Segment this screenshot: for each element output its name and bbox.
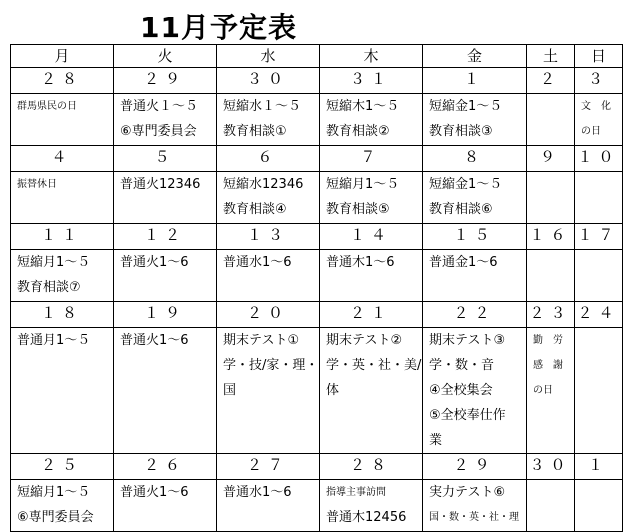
schedule-cell: [114, 172, 217, 224]
schedule-entry: 期末テスト②: [326, 333, 403, 348]
schedule-entry: [575, 328, 622, 353]
schedule-entry: 国・数・英・社・理: [429, 512, 519, 523]
schedule-entry: [527, 250, 574, 275]
schedule-entry: 業: [429, 433, 443, 448]
content-row: [11, 480, 623, 532]
schedule-entry: 短縮水12346: [223, 177, 304, 192]
date-cell: ６: [217, 146, 320, 172]
date-cell: ２１: [320, 302, 423, 328]
schedule-entry: の日: [533, 385, 553, 396]
schedule-entry: 普通火1～6: [120, 255, 189, 270]
schedule-entry: 教育相談⑦: [17, 280, 81, 295]
schedule-entry: 短縮月1～５: [326, 177, 400, 192]
schedule-entry: 教育相談③: [429, 124, 493, 139]
schedule-cell: [575, 172, 623, 224]
schedule-cell: [320, 250, 423, 302]
schedule-cell: [11, 328, 114, 454]
date-cell: １６: [527, 224, 575, 250]
schedule-cell: [423, 172, 527, 224]
schedule-entry: 短縮木1～５: [326, 99, 400, 114]
schedule-entry: 教育相談②: [326, 124, 390, 139]
schedule-entry: 体: [326, 383, 340, 398]
schedule-entry: 短縮水１～５: [223, 99, 302, 114]
date-row: [11, 68, 623, 94]
schedule-cell: [527, 328, 575, 454]
schedule-entry: 期末テスト③: [429, 333, 506, 348]
date-cell: ９: [527, 146, 575, 172]
schedule-entry: の日: [581, 126, 601, 137]
schedule-entry: [527, 94, 574, 119]
schedule-entry: 期末テスト①: [223, 333, 300, 348]
schedule-entry: 普通木1～6: [326, 255, 395, 270]
schedule-entry: 指導主事訪問: [326, 487, 386, 498]
schedule-cell: [527, 250, 575, 302]
schedule-cell: [527, 94, 575, 146]
schedule-cell: [423, 480, 527, 532]
date-cell: １９: [114, 302, 217, 328]
schedule-entry: 教育相談⑤: [326, 202, 390, 217]
schedule-cell: [527, 480, 575, 532]
schedule-entry: 普通月1～５: [17, 333, 91, 348]
date-cell: ２３: [527, 302, 575, 328]
weekday-sun: 日: [575, 45, 623, 68]
schedule-entry: 文 化: [581, 101, 611, 112]
weekday-fri: 金: [423, 45, 527, 68]
date-cell: ３１: [320, 68, 423, 94]
date-cell: １４: [320, 224, 423, 250]
calendar-table: [10, 44, 623, 532]
schedule-entry: 群馬県民の日: [17, 101, 77, 112]
date-cell: ４: [11, 146, 114, 172]
schedule-entry: 普通水1～6: [223, 485, 292, 500]
schedule-cell: [423, 94, 527, 146]
schedule-entry: 学・数・音: [429, 358, 495, 373]
schedule-entry: 国: [223, 383, 237, 398]
schedule-cell: [11, 250, 114, 302]
schedule-cell: [114, 328, 217, 454]
date-cell: ５: [114, 146, 217, 172]
schedule-entry: 学・英・社・美/: [326, 358, 422, 373]
date-cell: ２４: [575, 302, 623, 328]
schedule-entry: 勤 労: [533, 335, 563, 346]
date-cell: ２５: [11, 454, 114, 480]
date-cell: ２８: [320, 454, 423, 480]
schedule-cell: [320, 480, 423, 532]
schedule-cell: [575, 250, 623, 302]
schedule-cell: [320, 328, 423, 454]
date-cell: ３０: [217, 68, 320, 94]
date-cell: １０: [575, 146, 623, 172]
schedule-entry: 普通火1～6: [120, 485, 189, 500]
schedule-entry: ④全校集会: [429, 383, 493, 398]
schedule-cell: [114, 480, 217, 532]
schedule-cell: [114, 250, 217, 302]
schedule-entry: 学・技/家・理・: [223, 358, 319, 373]
schedule-cell: [11, 480, 114, 532]
schedule-entry: ⑥専門委員会: [120, 124, 197, 139]
date-row: [11, 224, 623, 250]
content-row: [11, 172, 623, 224]
date-row: [11, 454, 623, 480]
schedule-entry: 短縮金1～５: [429, 177, 503, 192]
schedule-entry: 実力テスト⑥: [429, 485, 506, 500]
date-cell: １２: [114, 224, 217, 250]
schedule-entry: 普通火12346: [120, 177, 201, 192]
schedule-entry: [527, 480, 574, 505]
schedule-entry: 振替休日: [17, 179, 57, 190]
schedule-entry: 普通金1～6: [429, 255, 498, 270]
date-cell: ８: [423, 146, 527, 172]
schedule-entry: [527, 172, 574, 197]
weekday-tue: 火: [114, 45, 217, 68]
schedule-entry: 短縮月1～５: [17, 255, 91, 270]
date-cell: ２２: [423, 302, 527, 328]
schedule-cell: [217, 328, 320, 454]
weekday-sat: 土: [527, 45, 575, 68]
schedule-cell: [217, 480, 320, 532]
weekday-mon: 月: [11, 45, 114, 68]
schedule-entry: 普通火1～6: [120, 333, 189, 348]
date-cell: ２０: [217, 302, 320, 328]
weekday-thu: 木: [320, 45, 423, 68]
schedule-entry: 教育相談①: [223, 124, 287, 139]
date-cell: ２９: [423, 454, 527, 480]
weekday-wed: 水: [217, 45, 320, 68]
schedule-entry: 教育相談⑥: [429, 202, 493, 217]
schedule-entry: 普通火１～５: [120, 99, 199, 114]
date-cell: １５: [423, 224, 527, 250]
date-cell: ２６: [114, 454, 217, 480]
date-cell: ２８: [11, 68, 114, 94]
schedule-cell: [320, 94, 423, 146]
schedule-cell: [217, 250, 320, 302]
date-row: [11, 302, 623, 328]
schedule-cell: [11, 172, 114, 224]
schedule-entry: 教育相談④: [223, 202, 287, 217]
content-row: [11, 94, 623, 146]
schedule-cell: [11, 94, 114, 146]
date-row: [11, 146, 623, 172]
date-cell: ２９: [114, 68, 217, 94]
date-cell: １１: [11, 224, 114, 250]
schedule-cell: [423, 250, 527, 302]
schedule-entry: [575, 172, 622, 197]
schedule-cell: [423, 328, 527, 454]
date-cell: １: [423, 68, 527, 94]
schedule-cell: [575, 94, 623, 146]
date-cell: ７: [320, 146, 423, 172]
date-cell: ２: [527, 68, 575, 94]
schedule-cell: [527, 172, 575, 224]
schedule-cell: [217, 94, 320, 146]
schedule-cell: [575, 480, 623, 532]
schedule-entry: ⑥専門委員会: [17, 510, 94, 525]
schedule-cell: [114, 94, 217, 146]
schedule-cell: [575, 328, 623, 454]
schedule-cell: [320, 172, 423, 224]
schedule-entry: 短縮月1～５: [17, 485, 91, 500]
schedule-entry: 感 謝: [533, 360, 563, 371]
date-cell: ３: [575, 68, 623, 94]
schedule-cell: [217, 172, 320, 224]
schedule-entry: [575, 250, 622, 275]
schedule-entry: 普通水1～6: [223, 255, 292, 270]
date-cell: １８: [11, 302, 114, 328]
content-row: [11, 328, 623, 454]
schedule-entry: 短縮金1～５: [429, 99, 503, 114]
schedule-entry: ⑤全校奉仕作: [429, 408, 506, 423]
date-cell: １７: [575, 224, 623, 250]
date-cell: ３０: [527, 454, 575, 480]
date-cell: １: [575, 454, 623, 480]
content-row: [11, 250, 623, 302]
schedule-entry: 普通木12456: [326, 510, 407, 525]
page-title: 11月予定表: [140, 11, 297, 44]
weekday-header-row: [11, 45, 623, 68]
date-cell: ２７: [217, 454, 320, 480]
date-cell: １３: [217, 224, 320, 250]
schedule-entry: [575, 480, 622, 505]
calendar-body: [11, 68, 623, 532]
